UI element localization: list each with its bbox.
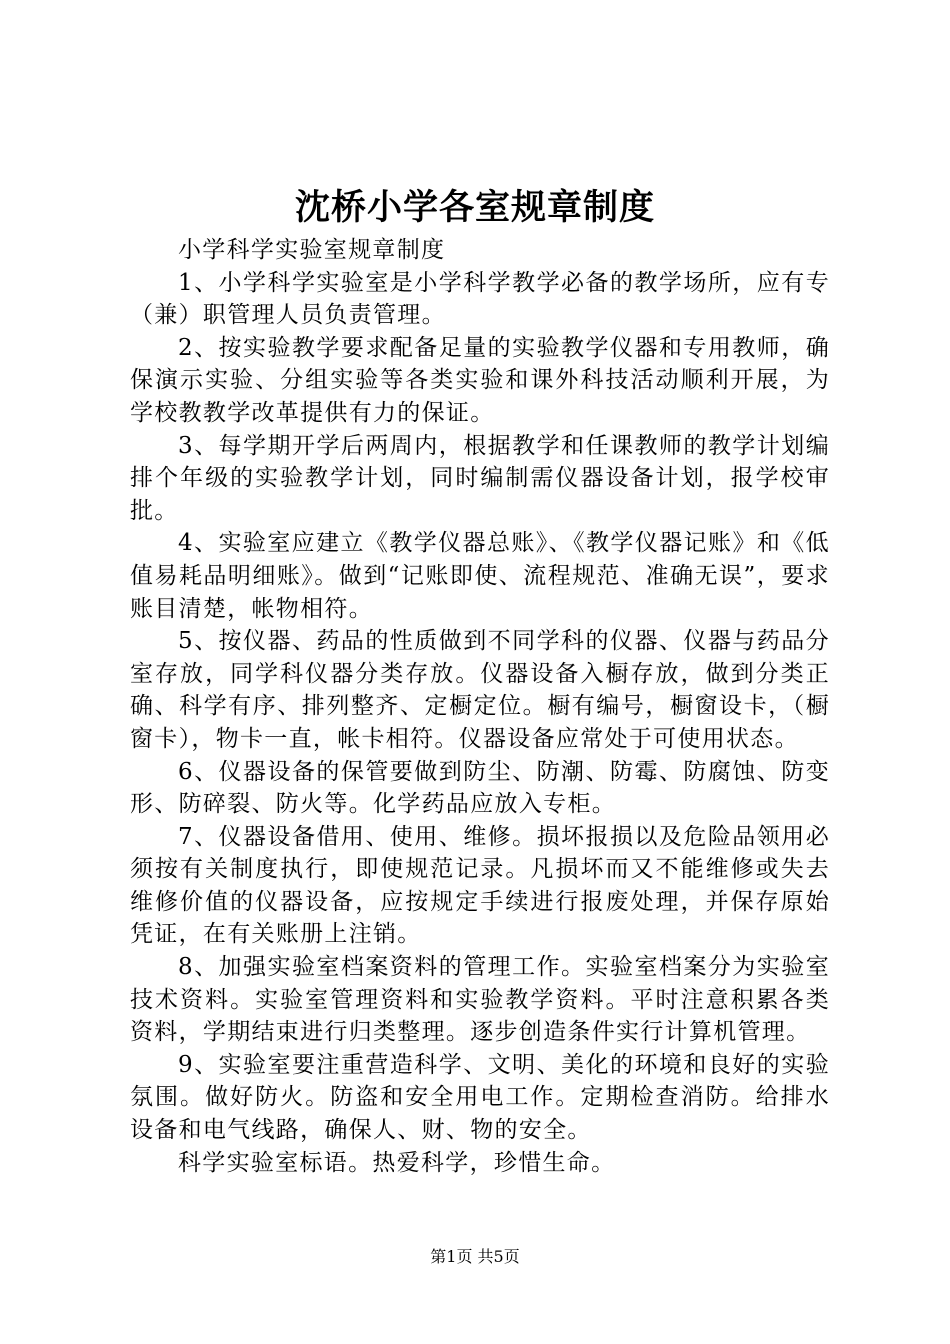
page-number-footer: 第1页 共5页 bbox=[430, 1247, 520, 1266]
rule-paragraph-4: 4、实验室应建立《教学仪器总账》、《教学仪器记账》和《低值易耗品明细账》。做到“记账即使、流程规范、准确无误”，要求账目清楚，帐物相符。 bbox=[130, 530, 830, 622]
rule-paragraph-7: 7、仪器设备借用、使用、维修。损坏报损以及危险品领用必须按有关制度执行，即使规范记录。凡损坏而又不能维修或失去维修价值的仪器设备，应按规定手续进行报废处理，并保存原始凭证，在有关账册上注销。 bbox=[130, 823, 830, 948]
rule-paragraph-8: 8、加强实验室档案资料的管理工作。实验室档案分为实验室技术资料。实验室管理资料和实验教学资料。平时注意积累各类资料，学期结束进行归类整理。逐步创造条件实行计算机管理。 bbox=[130, 954, 830, 1046]
rule-paragraph-6: 6、仪器设备的保管要做到防尘、防潮、防霉、防腐蚀、防变形、防碎裂、防火等。化学药品应放入专柜。 bbox=[130, 758, 830, 818]
section-heading: 小学科学实验室规章制度 bbox=[178, 237, 446, 263]
rule-paragraph-3: 3、每学期开学后两周内，根据教学和任课教师的教学计划编排个年级的实验教学计划，同时编制需仪器设备计划，报学校审批。 bbox=[130, 432, 830, 524]
document-title: 沈桥小学各室规章制度 bbox=[294, 187, 655, 228]
document-body bbox=[130, 234, 830, 1179]
rule-paragraph-5: 5、按仪器、药品的性质做到不同学科的仪器、仪器与药品分室存放，同学科仪器分类存放。仪器设备入橱存放，做到分类正确、科学有序、排列整齐、定橱定位。橱有编号，橱窗设卡，（橱窗卡），物卡一直，帐卡相符。仪器设备应常处于可使用状态。 bbox=[130, 628, 830, 752]
slogan-paragraph: 科学实验室标语。热爱科学，珍惜生命。 bbox=[178, 1149, 616, 1176]
rule-paragraph-1: 1、小学科学实验室是小学科学教学必备的教学场所，应有专（兼）职管理人员负责管理。 bbox=[130, 269, 830, 329]
rule-paragraph-2: 2、按实验教学要求配备足量的实验教学仪器和专用教师，确保演示实验、分组实验等各类实验和课外科技活动顺利开展，为学校教教学改革提供有力的保证。 bbox=[130, 334, 830, 426]
rule-paragraph-9: 9、实验室要注重营造科学、文明、美化的环境和良好的实验氛围。做好防火。防盗和安全用电工作。定期检查消防。给排水设备和电气线路，确保人、财、物的安全。 bbox=[130, 1051, 830, 1144]
